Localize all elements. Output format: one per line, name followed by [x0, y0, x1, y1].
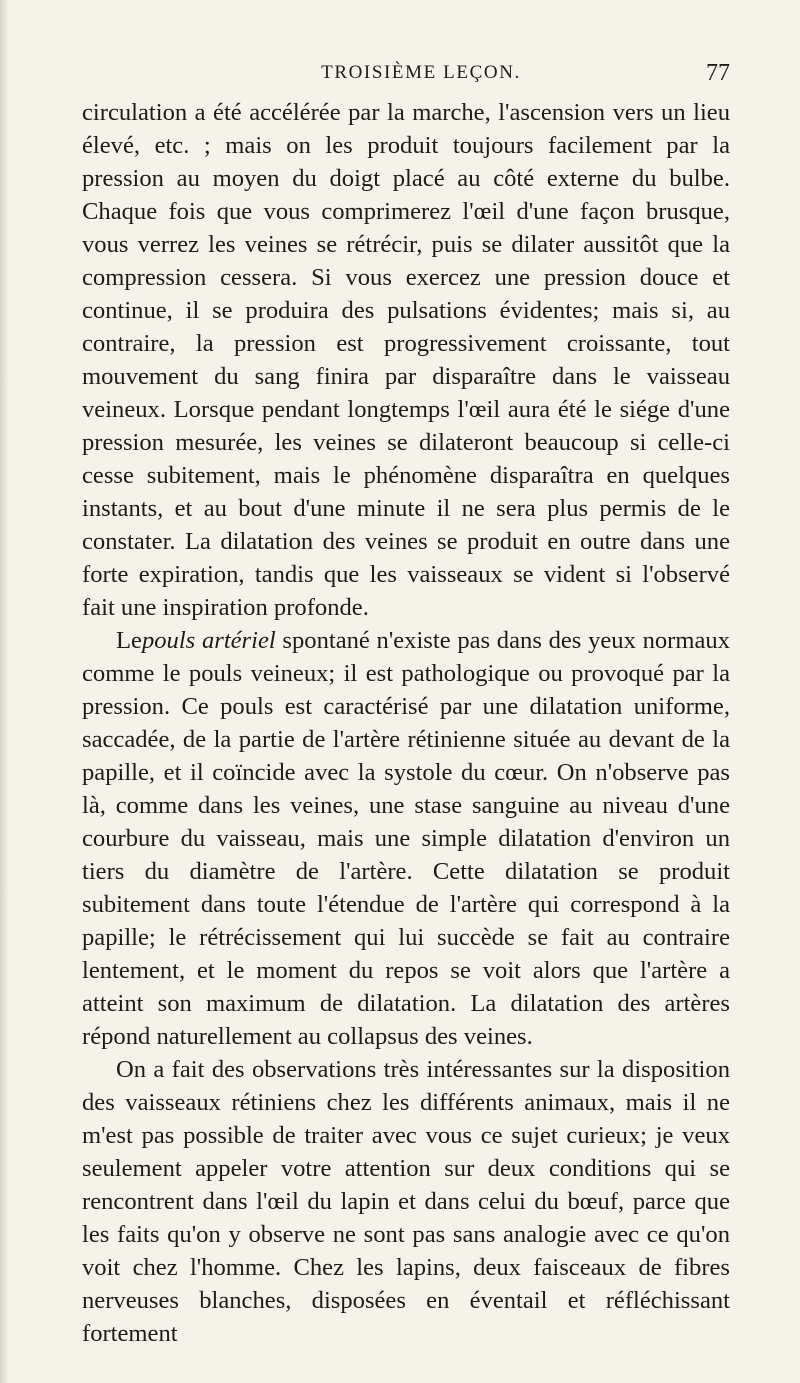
paragraph-2-prefix: Le	[116, 627, 142, 654]
paragraph-2-text: spontané n'existe pas dans des yeux normaux comme le pouls veineux; il est pathologique ou provoqué par la pression. Ce pouls est caractérisé par une dilatation uniforme, saccadée, de la partie de l'artère rétinienne située au devant de la papille, et il coïncide avec la systole du cœur. On n'observe pas là, comme dans les veines, une stase sanguine au niveau d'une courbure du vaisseau, mais une simple dilatation d'environ un tiers du diamètre de l'artère. Cette dilatation se produit subitement dans toute l'étendue de l'artère qui correspond à la papille; le rétrécissement qui lui succède se fait au contraire lentement, et le moment du repos se voit alors que l'artère a atteint son maximum de dilatation. La dilatation des artères répond naturellement au collapsus des veines.	[82, 627, 730, 1050]
page-number: 77	[706, 60, 730, 86]
running-title: TROISIÈME LEÇON.	[321, 62, 521, 83]
paragraph-2	[82, 624, 730, 1053]
page-body	[82, 96, 730, 1350]
running-header	[82, 62, 730, 96]
paragraph-2-italic-term: pouls artériel	[141, 627, 276, 654]
page-gutter-shadow	[0, 0, 8, 1383]
paragraph-3: On a fait des observations très intéressantes sur la disposition des vaisseaux rétiniens chez les différents animaux, mais il ne m'est pas possible de traiter avec vous ce sujet curieux; je veux seulement appeler votre attention sur deux conditions qui se rencontrent dans l'œil du lapin et dans celui du bœuf, parce que les faits qu'on y observe ne sont pas sans analogie avec ce qu'on voit chez l'homme. Chez les lapins, deux faisceaux de fibres nerveuses blanches, disposées en éventail et réfléchissant fortement	[82, 1056, 730, 1347]
paragraph-1: circulation a été accélérée par la marche, l'ascension vers un lieu élevé, etc. ; mais on les produit toujours facilement par la pression au moyen du doigt placé au côté externe du bulbe. Chaque fois que vous comprimerez l'œil d'une façon brusque, vous verrez les veines se rétrécir, puis se dilater aussitôt que la compression cessera. Si vous exercez une pression douce et continue, il se produira des pulsations évidentes; mais si, au contraire, la pression est progressivement croissante, tout mouvement du sang finira par disparaître dans le vaisseau veineux. Lorsque pendant longtemps l'œil aura été le siége d'une pression mesurée, les veines se dilateront beaucoup si celle-ci cesse subitement, mais le phénomène disparaîtra en quelques instants, et au bout d'une minute il ne sera plus permis de le constater. La dilatation des veines se produit en outre dans une forte expiration, tandis que les vaisseaux se vident si l'observé fait une inspiration profonde.	[82, 99, 730, 621]
